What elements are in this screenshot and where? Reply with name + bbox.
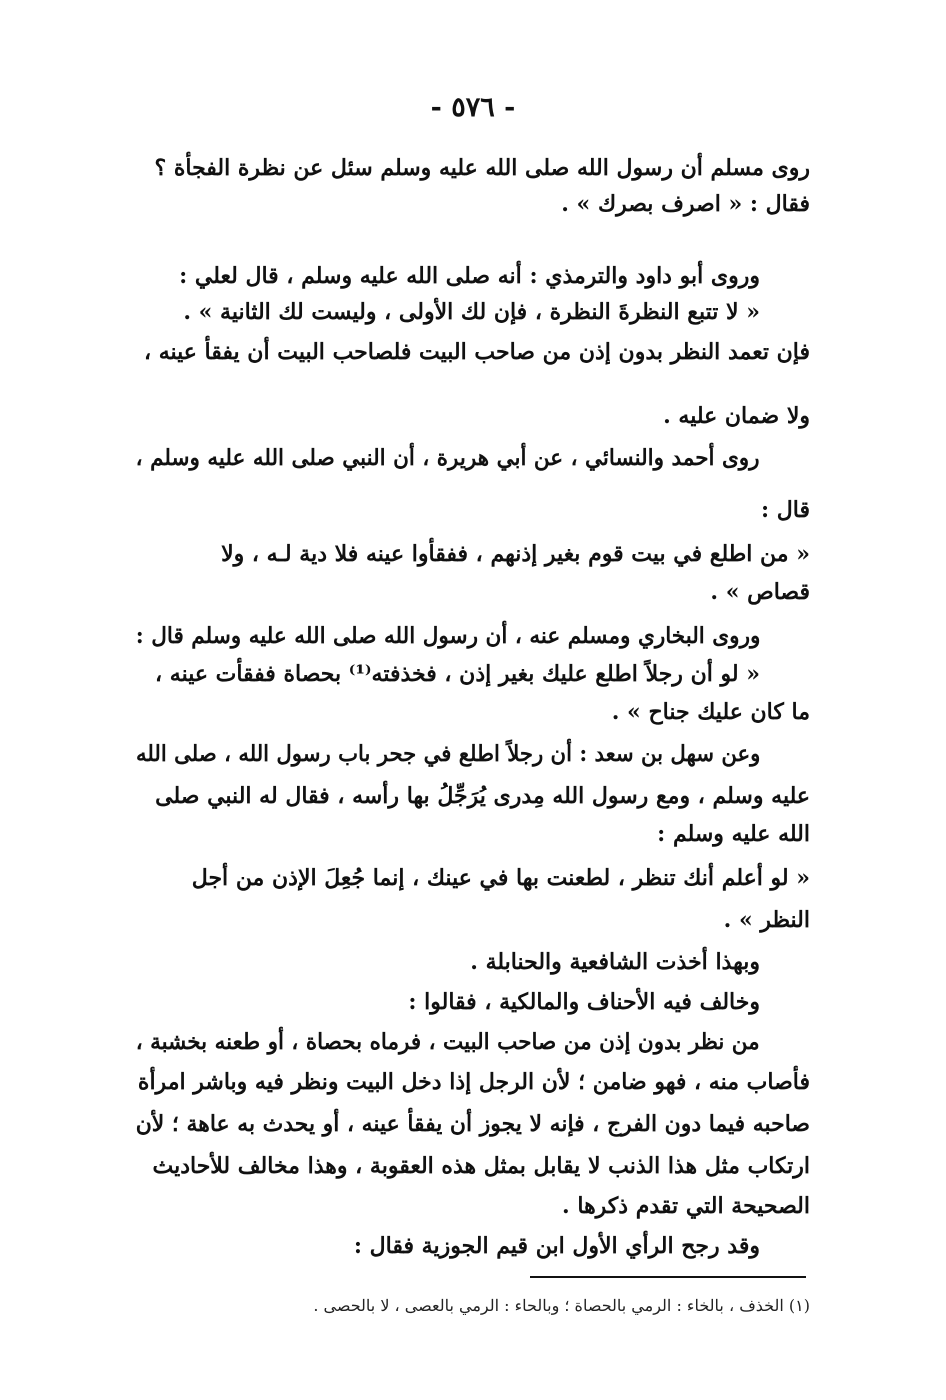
text-line: النظر » . bbox=[723, 907, 810, 933]
text-line: « لا تتبع النظرةَ النظرة ، فإن لك الأولى ، وليست لك الثانية » . bbox=[183, 299, 760, 325]
text-line: فإن تعمد النظر بدون إذن من صاحب البيت فلصاحب البيت أن يفقأ عينه ، bbox=[143, 339, 810, 365]
text-line: صاحبه فيما دون الفرج ، فإنه لا يجوز أن يفقأ عينه ، أو يحدث به عاهة ؛ لأن bbox=[135, 1111, 810, 1137]
text-line: قصاص » . bbox=[710, 579, 810, 605]
text-line: عليه وسلم ، ومع رسول الله مِدرى يُرَجِّلُ بها رأسه ، فقال له النبي صلى bbox=[155, 783, 810, 809]
text-line: روى مسلم أن رسول الله صلى الله عليه وسلم سئل عن نظرة الفجأة ؟ bbox=[154, 155, 810, 181]
footnote: (١) الخذف ، بالخاء : الرمي بالحصاة ؛ وبالحاء : الرمي بالعصى ، لا بالحصى . bbox=[313, 1296, 810, 1315]
text-line: ولا ضمان عليه . bbox=[663, 403, 810, 429]
text-line: وبهذا أخذت الشافعية والحنابلة . bbox=[470, 949, 760, 975]
text-line: وروى أبو داود والترمذي : أنه صلى الله عليه وسلم ، قال لعلي : bbox=[179, 263, 760, 289]
text-line: وقد رجح الرأي الأول ابن قيم الجوزية فقال : bbox=[353, 1233, 760, 1259]
text-line: من نظر بدون إذن من صاحب البيت ، فرماه بحصاة ، أو طعنه بخشبة ، bbox=[136, 1029, 760, 1055]
page-number: - ٥٧٦ - bbox=[430, 92, 516, 123]
text-line: « لو أن رجلاً اطلع عليك بغير إذن ، فخذفته⁽¹⁾ بحصاة ففقأت عينه ، bbox=[155, 661, 760, 687]
text-line: وعن سهل بن سعد : أن رجلاً اطلع في جحر باب رسول الله ، صلى الله bbox=[135, 741, 760, 767]
text-line: روى أحمد والنسائي ، عن أبي هريرة ، أن النبي صلى الله عليه وسلم ، bbox=[136, 445, 760, 471]
text-line: فقال : « اصرف بصرك » . bbox=[561, 191, 810, 217]
footnote-separator bbox=[530, 1276, 806, 1278]
text-line: « لو أعلم أنك تنظر ، لطعنت بها في عينك ، إنما جُعِلَ الإذن من أجل bbox=[191, 865, 810, 891]
text-line: ارتكاب مثل هذا الذنب لا يقابل بمثل هذه العقوبة ، وهذا مخالف للأحاديث bbox=[152, 1153, 810, 1179]
text-line: الله عليه وسلم : bbox=[657, 821, 810, 847]
text-line: ما كان عليك جناح » . bbox=[611, 699, 810, 725]
text-line: فأصاب منه ، فهو ضامن ؛ لأن الرجل إذا دخل البيت ونظر فيه وباشر امرأة bbox=[137, 1069, 810, 1095]
text-line: قال : bbox=[761, 497, 810, 523]
text-line: الصحيحة التي تقدم ذكرها . bbox=[562, 1193, 810, 1219]
text-line: « من اطلع في بيت قوم بغير إذنهم ، ففقأوا عينه فلا دية لـه ، ولا bbox=[221, 541, 810, 567]
text-line: وخالف فيه الأحناف والمالكية ، فقالوا : bbox=[408, 989, 760, 1015]
text-line: وروى البخاري ومسلم عنه ، أن رسول الله صلى الله عليه وسلم قال : bbox=[135, 623, 760, 649]
